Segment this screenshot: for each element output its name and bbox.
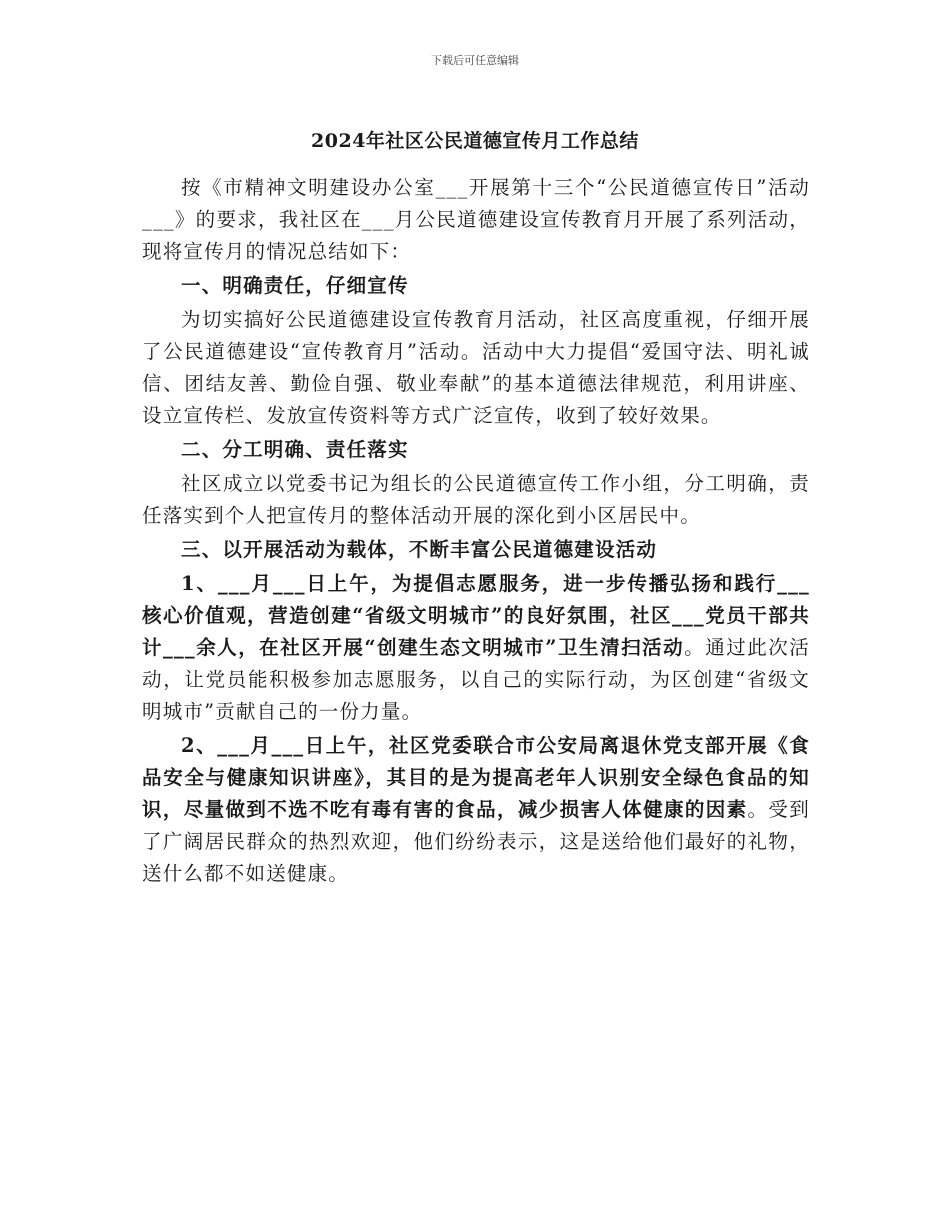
intro-paragraph: 按《市精神文明建设办公室___开展第十三个“公民道德宣传日”活动___》的要求，我社区在___月公民道德建设宣传教育月开展了系列活动，现将宣传月的情况总结如下： [142, 176, 810, 263]
section-1-body: 为切实搞好公民道德建设宣传教育月活动，社区高度重视，仔细开展了公民道德建设“宣传教育月”活动。活动中大力提倡“爱国守法、明礼诚信、团结友善、勤俭自强、敬业奉献”的基本道德法律规范，利用讲座、设立宣传栏、发放宣传资料等方式广泛宣传，收到了较好效果。 [142, 308, 810, 427]
section-3-heading: 三、以开展活动为载体，不断丰富公民道德建设活动 [181, 538, 658, 561]
item-1-bold-text: 1、___月___日上午，为提倡志愿服务，进一步传播弘扬和践行___核心价值观，营造创建“省级文明城市”的良好氛围，社区___党员干部共计___余人，在社区开展“创建生态文明城市”卫生清扫活动 [142, 572, 810, 659]
item-1-regular-text: 。通过此次活动，让党员能积极参加志愿服务，以自己的实际行动，为区创建“省级文明城市”贡献自己的一份力量。 [142, 636, 810, 723]
item-2-regular-text: 。受到了广阔居民群众的热烈欢迎，他们纷纷表示，这是送给他们最好的礼物，送什么都不如送健康。 [142, 798, 810, 885]
section-3-item-2 [142, 730, 810, 890]
section-3-item-1 [142, 568, 810, 728]
header-note: 下载后可任意编辑 [431, 54, 519, 67]
item-2-bold-text: 2、___月___日上午，社区党委联合市公安局离退休党支部开展《食品安全与健康知识讲座》，其目的是为提高老年人识别安全绿色食品的知识，尽量做到不选不吃有毒有害的食品，减少损害人体健康的因素 [142, 734, 810, 821]
document-title: 2024年社区公民道德宣传月工作总结 [311, 130, 639, 152]
section-2-heading: 二、分工明确、责任落实 [181, 438, 409, 461]
section-2-body: 社区成立以党委书记为组长的公民道德宣传工作小组，分工明确，责任落实到个人把宣传月的整体活动开展的深化到小区居民中。 [142, 472, 810, 527]
section-1-heading: 一、明确责任，仔细宣传 [181, 274, 409, 297]
document-body [142, 172, 810, 892]
